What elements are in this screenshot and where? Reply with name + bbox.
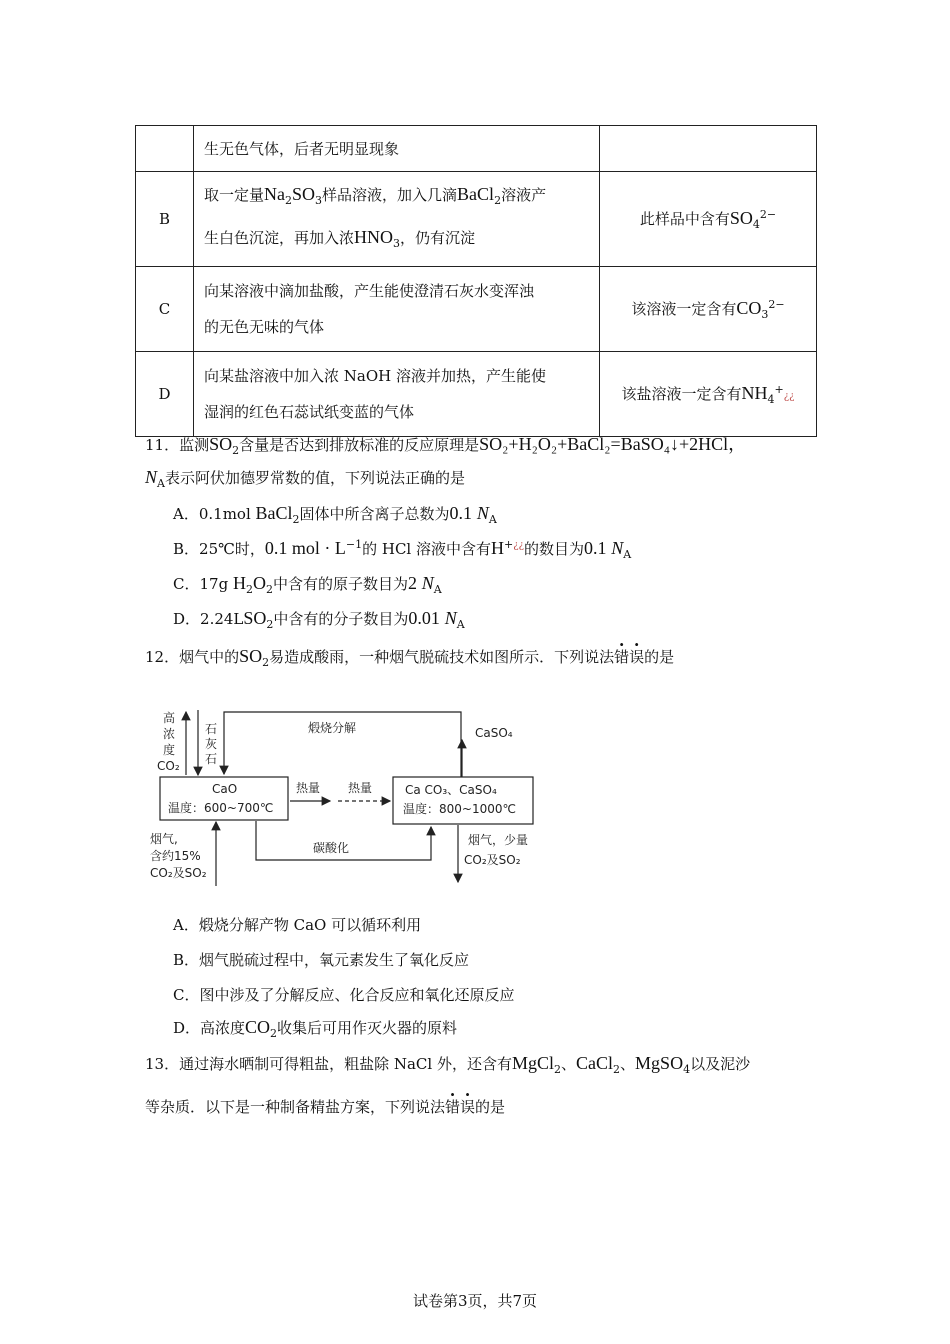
q11-option-b: B．25℃时，0.1 mol · $L^{-1}$的 HCl 溶液中含有H+¿¿的数目为0.1 $N_A$ bbox=[173, 538, 632, 561]
table-row bbox=[136, 267, 817, 352]
row-label: B bbox=[136, 172, 194, 267]
q11-option-a: A．0.1mol BaCl$_2$固体中所含离子总数为0.1 $N_A$ bbox=[173, 503, 497, 526]
experiment-table bbox=[135, 125, 817, 437]
row-operation: 向某盐溶液中加入浓 NaOH 溶液并加热，产生能使 湿润的红色石蕊试纸变蓝的气体 bbox=[194, 352, 600, 437]
box2-temp: 温度：800~1000℃ bbox=[403, 802, 516, 816]
label-flue-out-1: 烟气，少量 bbox=[468, 833, 529, 847]
label-caso4: CaSO₄ bbox=[475, 726, 513, 740]
label-lime1: 石 bbox=[205, 722, 218, 736]
label-carbonation: 碳酸化 bbox=[313, 841, 350, 855]
row-conclusion: 该溶液一定含有$CO_3^{2-}$ bbox=[600, 267, 817, 352]
page-footer: 试卷第3页，共7页 bbox=[412, 1292, 538, 1310]
label-high: 高 bbox=[163, 711, 176, 725]
label-lime2: 灰 bbox=[205, 737, 218, 751]
row-operation: 取一定量$Na_2SO_3$样品溶液，加入几滴BaCl$_2$溶液产 生白色沉淀，再加入浓$HNO_3$，仍有沉淀 bbox=[194, 172, 600, 267]
q12-option-d: D．高浓度$CO_2$收集后可用作灭火器的原料 bbox=[173, 1017, 458, 1040]
row-label: D bbox=[136, 352, 194, 437]
row-conclusion: 此样品中含有$SO_4^{2-}$ bbox=[600, 172, 817, 267]
q12-option-b: B．烟气脱硫过程中，氧元素发生了氧化反应 bbox=[173, 951, 470, 969]
q11-stem-line2: $N_A$表示阿伏加德罗常数的值，下列说法正确的是 bbox=[145, 467, 465, 490]
label-flue-out-2: CO₂及SO₂ bbox=[464, 853, 521, 867]
row-label: C bbox=[136, 267, 194, 352]
q13-stem-line2: 等杂质．以下是一种制备精盐方案，下列说法错误的是 bbox=[145, 1098, 506, 1116]
label-co2: CO₂ bbox=[157, 759, 180, 773]
q11-option-d: D．$2.24LSO_2$中含有的分子数目为0.01 $N_A$ bbox=[173, 608, 465, 631]
label-heat1: 热量 bbox=[296, 781, 321, 795]
q11-option-c: C．17g $H_2O_2$中含有的原子数目为2 $N_A$ bbox=[173, 573, 442, 596]
desulfurization-diagram bbox=[150, 700, 550, 895]
label-calcination: 煅烧分解 bbox=[308, 721, 357, 735]
table-row bbox=[136, 352, 817, 437]
table-row bbox=[136, 126, 817, 172]
box2-title: Ca CO₃、CaSO₄ bbox=[405, 783, 497, 797]
q12-option-c: C．图中涉及了分解反应、化合反应和氧化还原反应 bbox=[173, 986, 515, 1004]
q11-stem-line1: 11．监测$SO_2$含量是否达到排放标准的反应原理是SO₂+H₂O₂+BaCl₂=BaSO₄↓+2HCl， bbox=[145, 434, 747, 457]
q13-stem-line1: 13．通过海水晒制可得粗盐，粗盐除 NaCl 外，还含有MgCl$_2$、CaCl$_2$、MgSO$_4$以及泥沙 bbox=[145, 1053, 751, 1076]
label-conc: 浓 bbox=[163, 727, 176, 741]
row-operation: 向某溶液中滴加盐酸，产生能使澄清石灰水变浑浊 的无色无味的气体 bbox=[194, 267, 600, 352]
label-lime3: 石 bbox=[205, 752, 218, 766]
label-flue-in-3: CO₂及SO₂ bbox=[150, 866, 207, 880]
row-conclusion: 该盐溶液一定含有$NH_4^+¿¿$ bbox=[600, 352, 817, 437]
box1-title: CaO bbox=[212, 782, 238, 796]
table-row bbox=[136, 172, 817, 267]
q12-stem: 12．烟气中的$SO_2$易造成酸雨，一种烟气脱硫技术如图所示．下列说法错误的是 bbox=[145, 646, 675, 669]
row-label bbox=[136, 126, 194, 172]
row-operation: 生无色气体，后者无明显现象 bbox=[194, 126, 600, 172]
label-degree: 度 bbox=[163, 743, 176, 757]
row-conclusion bbox=[600, 126, 817, 172]
label-heat2: 热量 bbox=[348, 781, 373, 795]
box1-temp: 温度：600~700℃ bbox=[168, 801, 274, 815]
q12-option-a: A．煅烧分解产物 CaO 可以循环利用 bbox=[173, 916, 422, 934]
label-flue-in-2: 含约15% bbox=[150, 849, 201, 863]
label-flue-in-1: 烟气, bbox=[150, 832, 178, 846]
